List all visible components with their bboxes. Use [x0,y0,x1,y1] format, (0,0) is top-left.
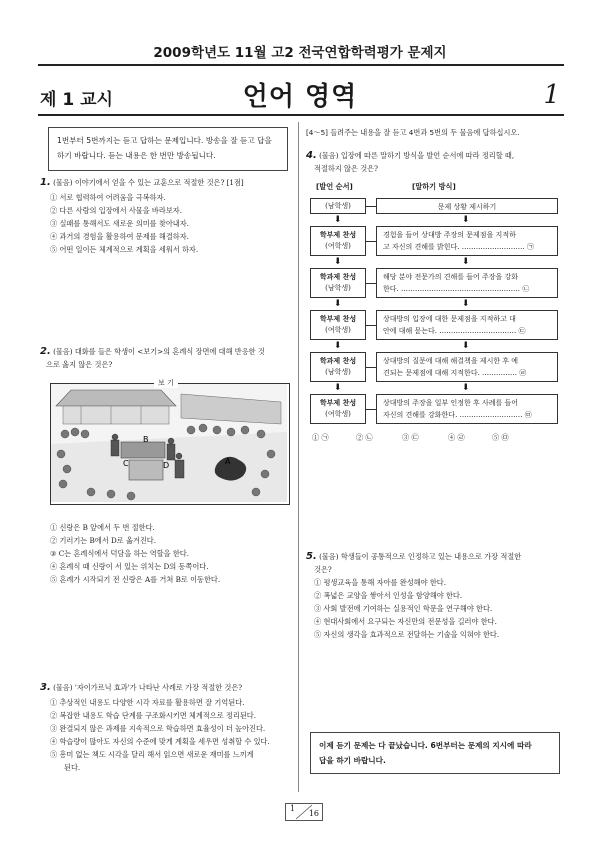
option[interactable]: ④ 현대사회에서 요구되는 자신만의 전문성을 길러야 한다. [314,617,497,626]
figure-label-b: B [143,435,149,444]
down-arrow-icon: ⬇ [462,257,470,267]
question-2-options [50,521,220,586]
method-line: 경험을 들어 상대방 주장의 문제점을 지적하 [383,231,516,239]
q45-intro: [4～5] 들려주는 내용을 잘 듣고 4번과 5번의 두 물음에 답하십시오. [306,128,520,137]
option[interactable]: ④ ㉣ [448,433,465,442]
method-line: 한다. …………………………………………… ㉡ [383,285,530,293]
option[interactable]: ④ 학습량이 많아도 자신의 수준에 맞게 계획을 세우면 성취할 수 있다. [50,737,270,746]
down-arrow-icon: ⬇ [462,215,470,225]
connector-line [366,367,376,368]
bogi-box [50,383,290,505]
down-arrow-icon: ⬇ [334,257,342,267]
page-indicator [285,803,323,821]
end-notice-line2: 답을 하기 바랍니다. [319,756,386,765]
question-3 [40,681,296,694]
option[interactable]: ② 다른 사람의 입장에서 사물을 바라보자. [50,206,182,215]
method-line: 자신의 견해를 강화한다. ……………………… ㉤ [383,411,532,419]
header-rule-bottom [38,114,564,116]
bogi-label: 보 기 [154,378,178,388]
option[interactable]: ① 서로 협력하여 어려움을 극복하자. [50,193,166,202]
flow-step-speaker: (여학생) [325,242,351,250]
down-arrow-icon: ⬇ [462,341,470,351]
column-order-header: [발언 순서] [316,182,353,191]
figure-label-c: C [123,459,129,468]
down-arrow-icon: ⬇ [334,299,342,309]
connector-line [366,241,376,242]
period-label: 제 1 교시 [40,90,113,110]
flow-step-3-method [376,268,558,298]
option[interactable]: ③ ㉢ [402,433,419,442]
figure-label-d: D [163,461,170,470]
down-arrow-icon: ⬇ [462,299,470,309]
column-method-header: [말하기 방식] [412,182,456,191]
flow-step-2-speaker [310,226,366,256]
flow-step-role: 학부제 찬성 [319,231,357,239]
option[interactable]: ④ 과거의 경험을 활용하여 문제를 해결하자. [50,232,189,241]
question-5-stem: (물음) 학생들이 공통적으로 인정하고 있는 내용으로 가장 적절한 [319,552,522,561]
question-2-stem-cont: 으로 옳지 않은 것은? [46,360,113,369]
current-page: 1 [290,804,296,813]
down-arrow-icon: ⬇ [462,383,470,393]
total-pages: 16 [308,809,319,818]
listening-notice [48,127,288,171]
header-rule-top [38,64,564,66]
question-5-stem-cont: 것은? [314,565,332,574]
option[interactable]: ⑤ 혼례가 시작되기 전 신랑은 A를 거쳐 B로 이동한다. [50,575,221,584]
down-arrow-icon: ⬇ [334,215,342,225]
question-3-number: 3. [40,682,51,693]
flow-step-3-speaker [310,268,366,298]
listening-notice-line1: 1번부터 5번까지는 듣고 답하는 문제입니다. 방송을 잘 듣고 답을 [57,136,272,145]
flow-step-4-method [376,310,558,340]
method-line: 상대방의 입장에 대한 문제점을 지적하고 대 [383,315,516,323]
listening-notice-line2: 하기 바랍니다. 듣는 내용은 한 번만 방송됩니다. [57,151,216,160]
option[interactable]: ③ C는 혼례식에서 덕담을 하는 역할을 한다. [50,549,190,558]
option[interactable]: ② 복잡한 내용도 학습 단계를 구조화시키면 체계적으로 정리된다. [50,711,256,720]
option[interactable]: ③ 완결되지 않은 과제를 지속적으로 학습하면 효율성이 더 높아진다. [50,724,266,733]
down-arrow-icon: ⬇ [334,341,342,351]
flow-step-speaker: (남학생) [325,284,351,292]
flow-step-speaker: (남학생) [325,202,351,210]
page-mark: 1 [543,80,560,110]
method-line: 안에 대해 묻는다. …………………………… ㉢ [383,327,526,335]
end-notice-line1: 이제 듣기 문제는 다 끝났습니다. 6번부터는 문제의 지시에 따라 [319,741,532,750]
section-title: 언어 영역 [242,82,358,112]
option[interactable]: ② ㉡ [356,433,373,442]
question-2-stem: (물음) 대화를 들은 학생이 <보기>의 혼례식 장면에 대해 반응한 것 [53,347,265,356]
flow-step-role: 학과제 찬성 [319,273,357,281]
question-3-stem: (물음) '자이가르닉 효과'가 나타난 사례로 가장 적절한 것은? [53,683,243,692]
option-continuation: 된다. [64,763,81,772]
method-line: 상대방의 주장을 일부 인정한 후 사례를 들어 [383,399,519,407]
flow-step-role: 학부제 찬성 [319,315,357,323]
flow-step-6-method [376,394,558,424]
flow-step-speaker: (여학생) [325,326,351,334]
question-2-number: 2. [40,346,51,357]
question-4-number: 4. [306,150,317,161]
question-5-number: 5. [306,551,317,562]
question-1 [40,176,296,189]
exam-title: 2009학년도 11월 고2 전국연합학력평가 문제지 [153,45,447,61]
question-4-stem-cont: 적절하지 않은 것은? [314,164,378,173]
option[interactable]: ① 평생교육을 통해 자아를 완성해야 한다. [314,578,446,587]
option[interactable]: ① 추상적인 내용도 다양한 시각 자료를 활용하면 잘 기억된다. [50,698,245,707]
method-line: 해당 분야 전문가의 견해를 들어 주장을 강화 [383,273,519,281]
flow-step-1-method: 문제 상황 제시하기 [376,198,558,214]
figure-label-a: A [225,457,231,466]
question-1-stem: (물음) 이야기에서 얻을 수 있는 교훈으로 적절한 것은? [1점] [53,178,244,187]
question-4 [306,149,568,175]
flow-step-6-speaker [310,394,366,424]
flow-step-5-speaker [310,352,366,382]
method-line: 고 자신의 견해를 밝힌다. ……………………… ㉠ [383,243,534,251]
flow-step-5-method [376,352,558,382]
flow-step-role: 학과제 찬성 [319,357,357,365]
end-notice [310,732,560,774]
flow-step-1-speaker [310,198,366,214]
option[interactable]: ② 기러기는 B에서 D로 옮겨진다. [50,536,157,545]
question-1-options [50,191,198,256]
option[interactable]: ⑤ ㉤ [492,433,509,442]
flow-step-4-speaker [310,310,366,340]
method-line: 상대방의 질문에 대해 해결책을 제시한 후 예 [383,357,519,365]
column-divider [298,122,299,792]
option[interactable]: ③ 사회 발전에 기여하는 실용적인 학문을 연구해야 한다. [314,604,493,613]
connector-line [366,283,376,284]
option[interactable]: ⑤ 어떤 일이든 체계적으로 계획을 세워서 하자. [50,245,199,254]
question-1-number: 1. [40,177,51,188]
flow-step-speaker: (여학생) [325,410,351,418]
connector-line [366,206,376,207]
question-5-options [314,576,499,641]
option[interactable]: ④ 혼례식 때 신랑이 서 있는 위치는 D의 동쪽이다. [50,562,209,571]
option[interactable]: ② 폭넓은 교양을 쌓아서 인성을 함양해야 한다. [314,591,463,600]
question-3-options [50,696,270,774]
option[interactable]: ① ㉠ [312,433,329,442]
option[interactable]: ③ 실패를 통해서도 새로운 의미를 찾아내자. [50,219,189,228]
wedding-ceremony-illustration [51,384,287,502]
down-arrow-icon: ⬇ [334,383,342,393]
option[interactable]: ① 신랑은 B 앞에서 두 번 절한다. [50,523,155,532]
connector-line [366,409,376,410]
question-4-stem: (물음) 입장에 따른 말하기 방식을 발언 순서에 따라 정리할 때, [319,151,515,160]
option[interactable]: ⑤ 자신의 생각을 효과적으로 전달하는 기술을 익혀야 한다. [314,630,500,639]
question-2 [40,345,296,371]
flow-step-role: 학부제 찬성 [319,399,357,407]
flow-step-2-method [376,226,558,256]
method-line: 견되는 문제점에 대해 지적한다. …………… ㉣ [383,369,527,377]
option[interactable]: ⑤ 흥미 없는 책도 시각을 달리 해서 읽으면 새로운 재미를 느끼게 [50,750,254,759]
flow-step-speaker: (남학생) [325,368,351,376]
connector-line [366,325,376,326]
question-5 [306,550,568,576]
